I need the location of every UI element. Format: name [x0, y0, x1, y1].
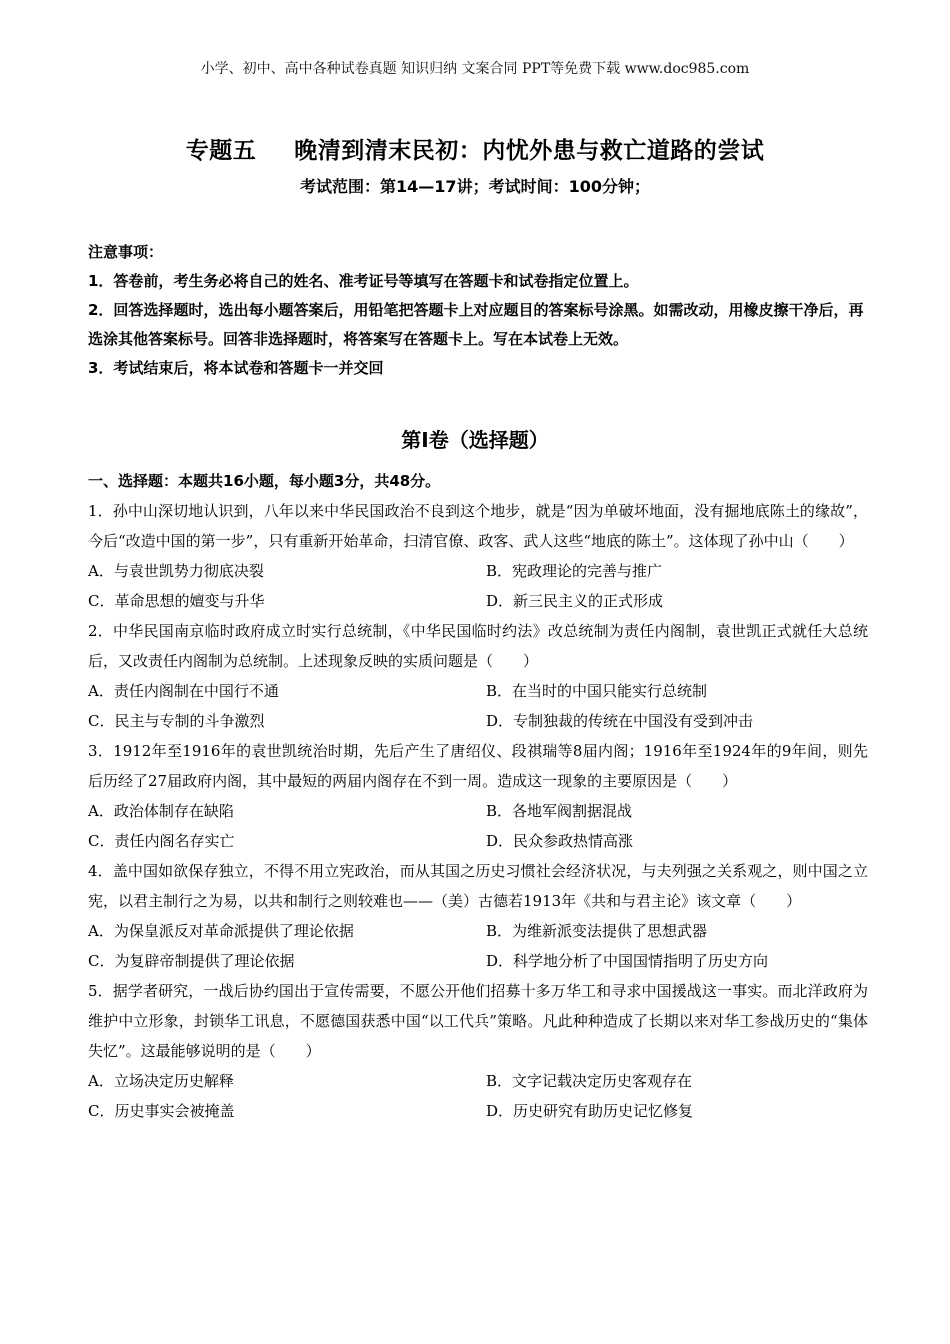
- option-a: A．与袁世凯势力彻底决裂: [88, 562, 264, 580]
- question-stem: 4．盖中国如欲保存独立，不得不用立宪政治，而从其国之历史习惯社会经济状况，与夫列强之关系观之，则中国之立宪，以君主制行之为易，以共和制行之则较难也——（美）古德若1913年《共和与君主论》该文章（ ）: [88, 862, 868, 910]
- question-options: [88, 916, 868, 976]
- question-stem: 5．据学者研究，一战后协约国出于宣传需要，不愿公开他们招募十多万华工和寻求中国援战这一事实。而北洋政府为维护中立形象，封锁华工讯息，不愿德国获悉中国“以工代兵”策略。凡此种种造成了长期以来对华工参战历史的“集体失忆”。这最能够说明的是（ ）: [88, 982, 868, 1060]
- question-options: [88, 676, 868, 736]
- question-options: [88, 796, 868, 856]
- volume-title: 第I卷（选择题）: [401, 428, 549, 452]
- instruction-item: 2．回答选择题时，选出每小题答案后，用铅笔把答题卡上对应题目的答案标号涂黑。如需改动，用橡皮擦干净后，再选涂其他答案标号。回答非选择题时，将答案写在答题卡上。写在本试卷上无效。: [88, 301, 864, 348]
- question-options: [88, 1066, 868, 1126]
- question: [88, 616, 868, 736]
- option-b: B．各地军阀割据混战: [486, 802, 633, 820]
- question-options: [88, 556, 868, 616]
- option-c: C．民主与专制的斗争激烈: [88, 712, 265, 730]
- option-c: C．历史事实会被掩盖: [88, 1102, 235, 1120]
- option-d: D．历史研究有助历史记忆修复: [486, 1102, 694, 1120]
- question-stem: 1．孙中山深切地认识到，八年以来中华民国政治不良到这个地步，就是“因为单破坏地面，没有掘地底陈土的缘故”，今后“改造中国的第一步”，只有重新开始革命，扫清官僚、政客、武人这些“地底的陈土”。这体现了孙中山（ ）: [88, 502, 868, 550]
- option-c: C．责任内阁名存实亡: [88, 832, 235, 850]
- question: [88, 856, 868, 976]
- question: [88, 736, 868, 856]
- option-b: B．宪政理论的完善与推广: [486, 562, 663, 580]
- option-a: A．政治体制存在缺陷: [88, 802, 234, 820]
- option-a: A．为保皇派反对革命派提供了理论依据: [88, 922, 354, 940]
- title-topic-name: 晚清到清末民初：内忧外患与救亡道路的尝试: [294, 138, 765, 164]
- option-d: D．新三民主义的正式形成: [486, 592, 664, 610]
- questions-area: [88, 466, 868, 1126]
- page-header: [0, 58, 950, 78]
- question: [88, 496, 868, 616]
- header-text: 小学、初中、高中各种试卷真题 知识归纳 文案合同 PPT等免费下载 www.doc985.com: [200, 61, 750, 77]
- section-heading: 一、选择题：本题共16小题，每小题3分，共48分。: [88, 472, 441, 490]
- question-stem: 2．中华民国南京临时政府成立时实行总统制，《中华民国临时约法》改总统制为责任内阁制，袁世凯正式就任大总统后，又改责任内阁制为总统制。上述现象反映的实质问题是（ ）: [88, 622, 868, 670]
- option-c: C．革命思想的嬗变与升华: [88, 592, 265, 610]
- option-b: B．为维新派变法提供了思想武器: [486, 922, 708, 940]
- option-d: D．专制独裁的传统在中国没有受到冲击: [486, 712, 754, 730]
- question-stem: 3．1912年至1916年的袁世凯统治时期，先后产生了唐绍仪、段祺瑞等8届内阁；1916年至1924年的9年间，则先后历经了27届政府内阁，其中最短的两届内阁存在不到一周。造成这一现象的主要原因是（ ）: [88, 742, 868, 790]
- option-d: D．民众参政热情高涨: [486, 832, 634, 850]
- instructions-block: [88, 238, 868, 383]
- document-title: [0, 132, 950, 165]
- option-b: B．文字记载决定历史客观存在: [486, 1072, 693, 1090]
- option-a: A．立场决定历史解释: [88, 1072, 234, 1090]
- option-a: A．责任内阁制在中国行不通: [88, 682, 279, 700]
- option-c: C．为复辟帝制提供了理论依据: [88, 952, 295, 970]
- title-topic-number: 专题五: [185, 138, 257, 164]
- instruction-item: 3．考试结束后，将本试卷和答题卡一并交回: [88, 359, 384, 377]
- exam-scope-line: 考试范围：第14—17讲；考试时间：100分钟；: [300, 177, 650, 196]
- question: [88, 976, 868, 1126]
- instruction-item: 1．答卷前，考生务必将自己的姓名、准考证号等填写在答题卡和试卷指定位置上。: [88, 272, 639, 290]
- option-b: B．在当时的中国只能实行总统制: [486, 682, 708, 700]
- instructions-heading: 注意事项：: [88, 243, 164, 261]
- option-d: D．科学地分析了中国国情指明了历史方向: [486, 952, 769, 970]
